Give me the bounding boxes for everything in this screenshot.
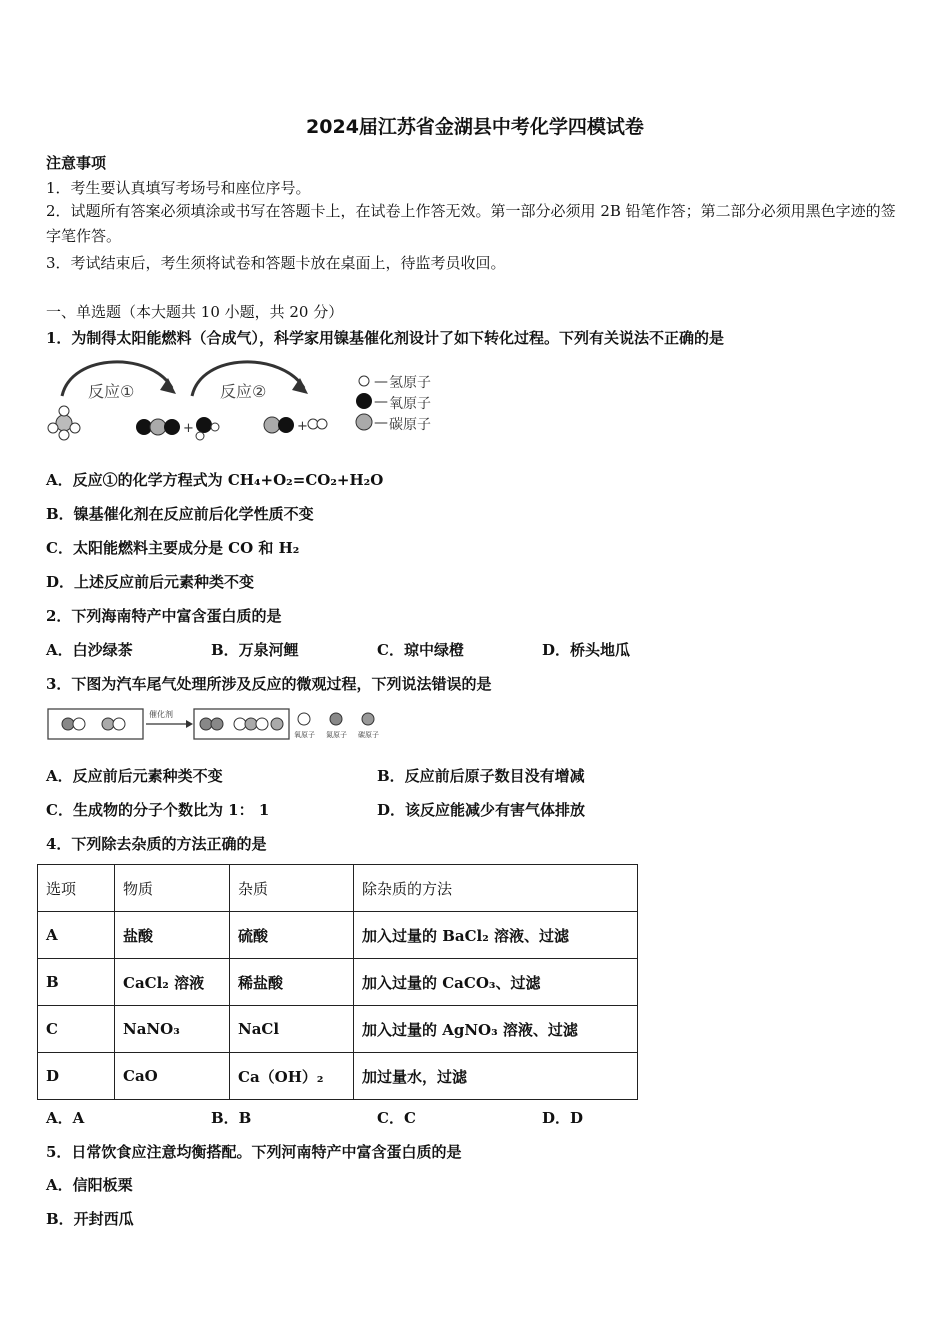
page-title: 2024届江苏省金湖县中考化学四模试卷	[306, 116, 644, 138]
q2-stem: 2．下列海南特产中富含蛋白质的是	[46, 607, 282, 625]
table-cell: 加入过量的 BaCl₂ 溶液、过滤	[354, 912, 638, 959]
q4-option-b: B．B	[211, 1109, 252, 1127]
h2-molecule	[308, 419, 327, 429]
q1-option-b: B．镍基催化剂在反应前后化学性质不变	[46, 505, 314, 523]
legend-hydrogen-label: 氢原子	[389, 375, 431, 391]
q3-option-d: D．该反应能减少有害气体排放	[377, 801, 586, 819]
table-cell: C	[38, 1006, 115, 1053]
q3-reaction-diagram	[46, 704, 406, 744]
table-cell: 硫酸	[230, 912, 354, 959]
table-cell: 加入过量的 AgNO₃ 溶液、过滤	[354, 1006, 638, 1053]
table-row	[38, 912, 638, 959]
q3-option-a: A．反应前后元素种类不变	[46, 767, 223, 785]
q3-option-c: C．生成物的分子个数比为 1： 1	[46, 801, 270, 819]
legend-carbon-label: 碳原子	[358, 731, 379, 739]
catalyst-label: 催化剂	[149, 710, 173, 719]
q4-option-a: A．A	[46, 1109, 85, 1127]
table-row	[38, 1053, 638, 1100]
table-cell: D	[38, 1053, 115, 1100]
plus-sign-2: +	[297, 419, 308, 434]
q3-option-b: B．反应前后原子数目没有增减	[377, 767, 585, 785]
legend-carbon-label: 碳原子	[389, 417, 431, 433]
co-molecule	[264, 417, 294, 433]
table-header-cell: 选项	[38, 865, 115, 912]
q2-option-d: D．桥头地瓜	[542, 641, 631, 659]
q2-option-c: C．琼中绿橙	[377, 641, 464, 659]
legend-oxygen-label: 氧原子	[294, 731, 315, 739]
table-row	[38, 959, 638, 1006]
table-cell: 盐酸	[115, 912, 230, 959]
table-header-cell: 杂质	[230, 865, 354, 912]
table-cell: A	[38, 912, 115, 959]
q3-stem: 3．下图为汽车尾气处理所涉及反应的微观过程，下列说法错误的是	[46, 675, 492, 693]
legend-carbon-icon	[356, 414, 372, 430]
table-row	[38, 1006, 638, 1053]
h2o-molecule	[196, 417, 219, 440]
table-cell: NaNO₃	[115, 1006, 230, 1053]
q1-option-c: C．太阳能燃料主要成分是 CO 和 H₂	[46, 539, 300, 557]
legend-oxygen-icon	[298, 713, 310, 725]
table-cell: CaO	[115, 1053, 230, 1100]
svg-text:—: —	[374, 415, 388, 431]
q4-option-d: D．D	[542, 1109, 584, 1127]
q1-reaction-diagram	[42, 352, 442, 447]
table-cell: 加过量水，过滤	[354, 1053, 638, 1100]
table-header-row	[38, 865, 638, 912]
notice-item-3: 3．考试结束后，考生须将试卷和答题卡放在桌面上，待监考员收回。	[46, 254, 506, 272]
q4-stem: 4．下列除去杂质的方法正确的是	[46, 835, 267, 853]
table-cell: B	[38, 959, 115, 1006]
table-cell: NaCl	[230, 1006, 354, 1053]
reaction1-arrowhead-icon	[160, 378, 176, 394]
q5-option-a: A．信阳板栗	[46, 1176, 133, 1194]
notice-heading: 注意事项	[46, 154, 107, 172]
methane-molecule	[48, 406, 80, 440]
reaction1-label: 反应①	[88, 382, 135, 401]
legend-carbon-icon	[362, 713, 374, 725]
plus-sign-1: +	[183, 421, 194, 436]
q1-option-a: A．反应①的化学方程式为 CH₄+O₂=CO₂+H₂O	[46, 471, 384, 489]
q1-option-d: D．上述反应前后元素种类不变	[46, 573, 255, 591]
section-heading: 一、单选题（本大题共 10 小题，共 20 分）	[46, 303, 344, 321]
q4-table	[37, 864, 638, 1100]
q4-option-c: C．C	[377, 1109, 416, 1127]
q2-option-a: A．白沙绿茶	[46, 641, 133, 659]
notice-item-2: 2．试题所有答案必须填涂或书写在答题卡上，在试卷上作答无效。第一部分必须用 2B 铅笔作答；第二部分必须用黑色字迹的签字笔作答。	[46, 202, 896, 245]
q5-stem: 5．日常饮食应注意均衡搭配。下列河南特产中富含蛋白质的是	[46, 1143, 462, 1161]
co2-molecule	[136, 419, 180, 435]
legend-hydrogen-icon	[359, 376, 369, 386]
q5-option-b: B．开封西瓜	[46, 1210, 134, 1228]
reaction2-label: 反应②	[220, 382, 267, 401]
legend-nitrogen-label: 氮原子	[326, 731, 347, 739]
q1-stem: 1．为制得太阳能燃料（合成气），科学家用镍基催化剂设计了如下转化过程。下列有关说法不正确的是	[46, 329, 724, 347]
table-cell: 稀盐酸	[230, 959, 354, 1006]
table-header-cell: 除杂质的方法	[354, 865, 638, 912]
reaction2-arrowhead-icon	[292, 378, 308, 394]
svg-text:—: —	[374, 394, 388, 410]
table-cell: 加入过量的 CaCO₃、过滤	[354, 959, 638, 1006]
legend-nitrogen-icon	[330, 713, 342, 725]
legend-oxygen-label: 氧原子	[389, 396, 431, 412]
svg-text:—: —	[374, 374, 388, 390]
table-cell: CaCl₂ 溶液	[115, 959, 230, 1006]
catalyst-arrowhead-icon	[186, 720, 193, 728]
table-header-cell: 物质	[115, 865, 230, 912]
legend-oxygen-icon	[356, 393, 372, 409]
notice-item-1: 1．考生要认真填写考场号和座位序号。	[46, 179, 311, 197]
table-cell: Ca（OH）₂	[230, 1053, 354, 1100]
q2-option-b: B．万泉河鲤	[211, 641, 299, 659]
